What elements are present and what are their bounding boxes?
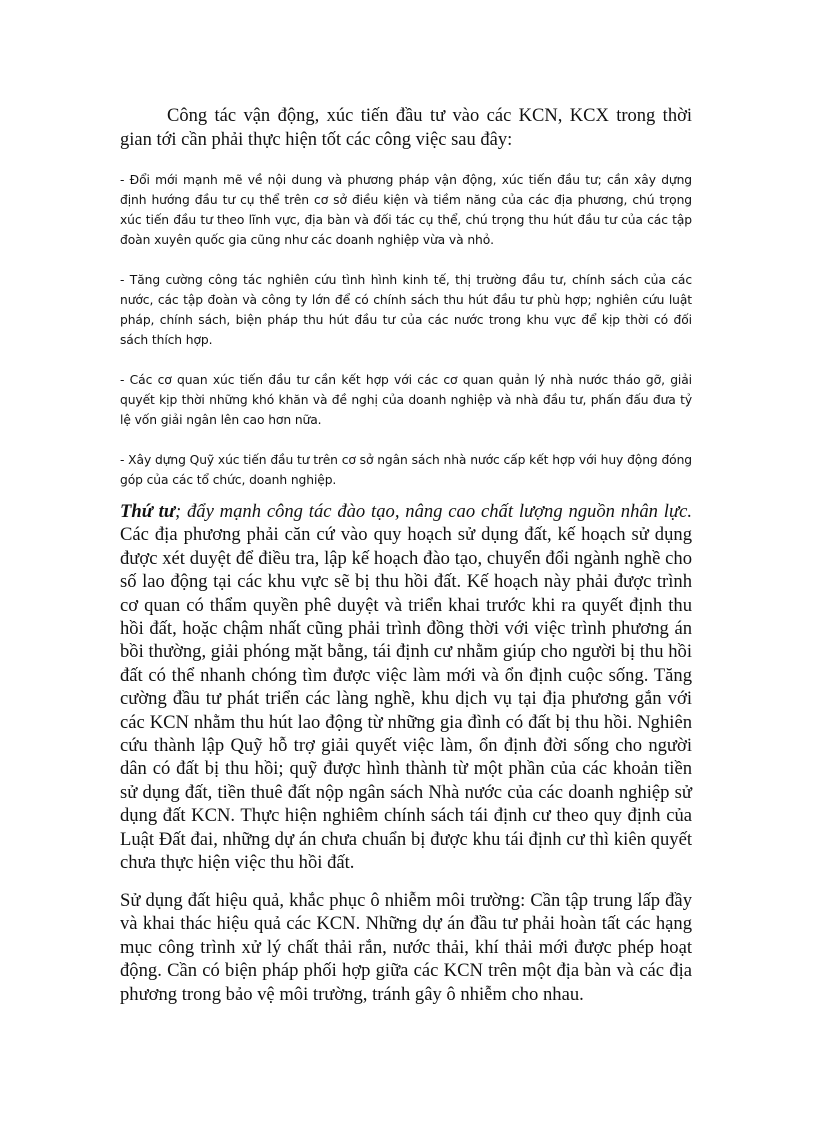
bullet-list [120, 170, 692, 510]
bullet-item: - Các cơ quan xúc tiến đầu tư cần kết hợp với các cơ quan quản lý nhà nước tháo gỡ, giải quyết kịp thời những khó khăn và đề nghị của doanh nghiệp và nhà đầu tư, phấn đấu đưa tỷ lệ vốn giải ngân lên cao hơn nữa. [120, 373, 692, 427]
bullet-item: - Xây dựng Quỹ xúc tiến đầu tư trên cơ sở ngân sách nhà nước cấp kết hợp với huy động đóng góp của các tổ chức, doanh nghiệp. [120, 453, 692, 487]
intro-paragraph: Công tác vận động, xúc tiến đầu tư vào các KCN, KCX trong thời gian tới cần phải thực hiện tốt các công việc sau đây: [120, 106, 692, 150]
section-body: Các địa phương phải căn cứ vào quy hoạch sử dụng đất, kế hoạch sử dụng được xét duyệt để điều tra, lập kế hoạch đào tạo, chuyển đổi ngành nghề cho số lao động tại các khu vực sẽ bị thu hồi đất. Kế hoạch này phải được trình cơ quan có thẩm quyền phê duyệt và triển khai trước khi ra quyết định thu hồi đất, hoặc chậm nhất cũng phải trình đồng thời với việc trình phương án bồi thường, giải phóng mặt bằng, tái định cư nhằm giúp cho người bị thu hồi đất có thể nhanh chóng tìm được việc làm mới và ổn định cuộc sống. Tăng cường đầu tư phát triển các làng nghề, khu dịch vụ tại địa phương gắn với các KCN nhằm thu hút lao động từ những gia đình có đất bị thu hồi. Nghiên cứu thành lập Quỹ hỗ trợ giải quyết việc làm, ổn định đời sống cho người dân có đất bị thu hồi; quỹ được hình thành từ một phần của các khoản tiền sử dụng đất, tiền thuê đất nộp ngân sách Nhà nước của các doanh nghiệp sử dụng đất KCN. Thực hiện nghiêm chính sách tái định cư theo quy định của Luật Đất đai, những dự án chưa chuẩn bị được khu tái định cư thì kiên quyết chưa thực hiện việc thu hồi đất. [120, 524, 692, 874]
section-lead-italic: ; đẩy mạnh công tác đào tạo, nâng cao chất lượng nguồn nhân lực. [174, 501, 693, 522]
environment-paragraph: Sử dụng đất hiệu quả, khắc phục ô nhiễm môi trường: Cần tập trung lấp đầy và khai thác hiệu quả các KCN. Những dự án đầu tư phải hoàn tất các hạng mục công trình xử lý chất thải rắn, nước thải, khí thải mới được phép hoạt động. Cần có biện pháp phối hợp giữa các KCN trên một địa bàn và các địa phương trong bảo vệ môi trường, tránh gây ô nhiễm cho nhau. [120, 890, 692, 1005]
bullet-item: - Tăng cường công tác nghiên cứu tình hình kinh tế, thị trường đầu tư, chính sách của các nước, các tập đoàn và công ty lớn để có chính sách thu hút đầu tư phù hợp; nghiên cứu luật pháp, chính sách, biện pháp thu hút đầu tư của các nước trong khu vực để kịp thời có đối sách thích hợp. [120, 273, 692, 347]
bullet-item: - Đổi mới mạnh mẽ về nội dung và phương pháp vận động, xúc tiến đầu tư; cần xây dựng định hướng đầu tư cụ thể trên cơ sở điều kiện và tiềm năng của các địa phương, chú trọng xúc tiến đầu tư theo lĩnh vực, địa bàn và đối tác cụ thể, chú trọng thu hút đầu tư của các tập đoàn xuyên quốc gia cũng như các doanh nghiệp vừa và nhỏ. [120, 173, 692, 247]
section-lead-bold: Thứ tư [120, 501, 175, 522]
section-paragraph [120, 500, 692, 875]
